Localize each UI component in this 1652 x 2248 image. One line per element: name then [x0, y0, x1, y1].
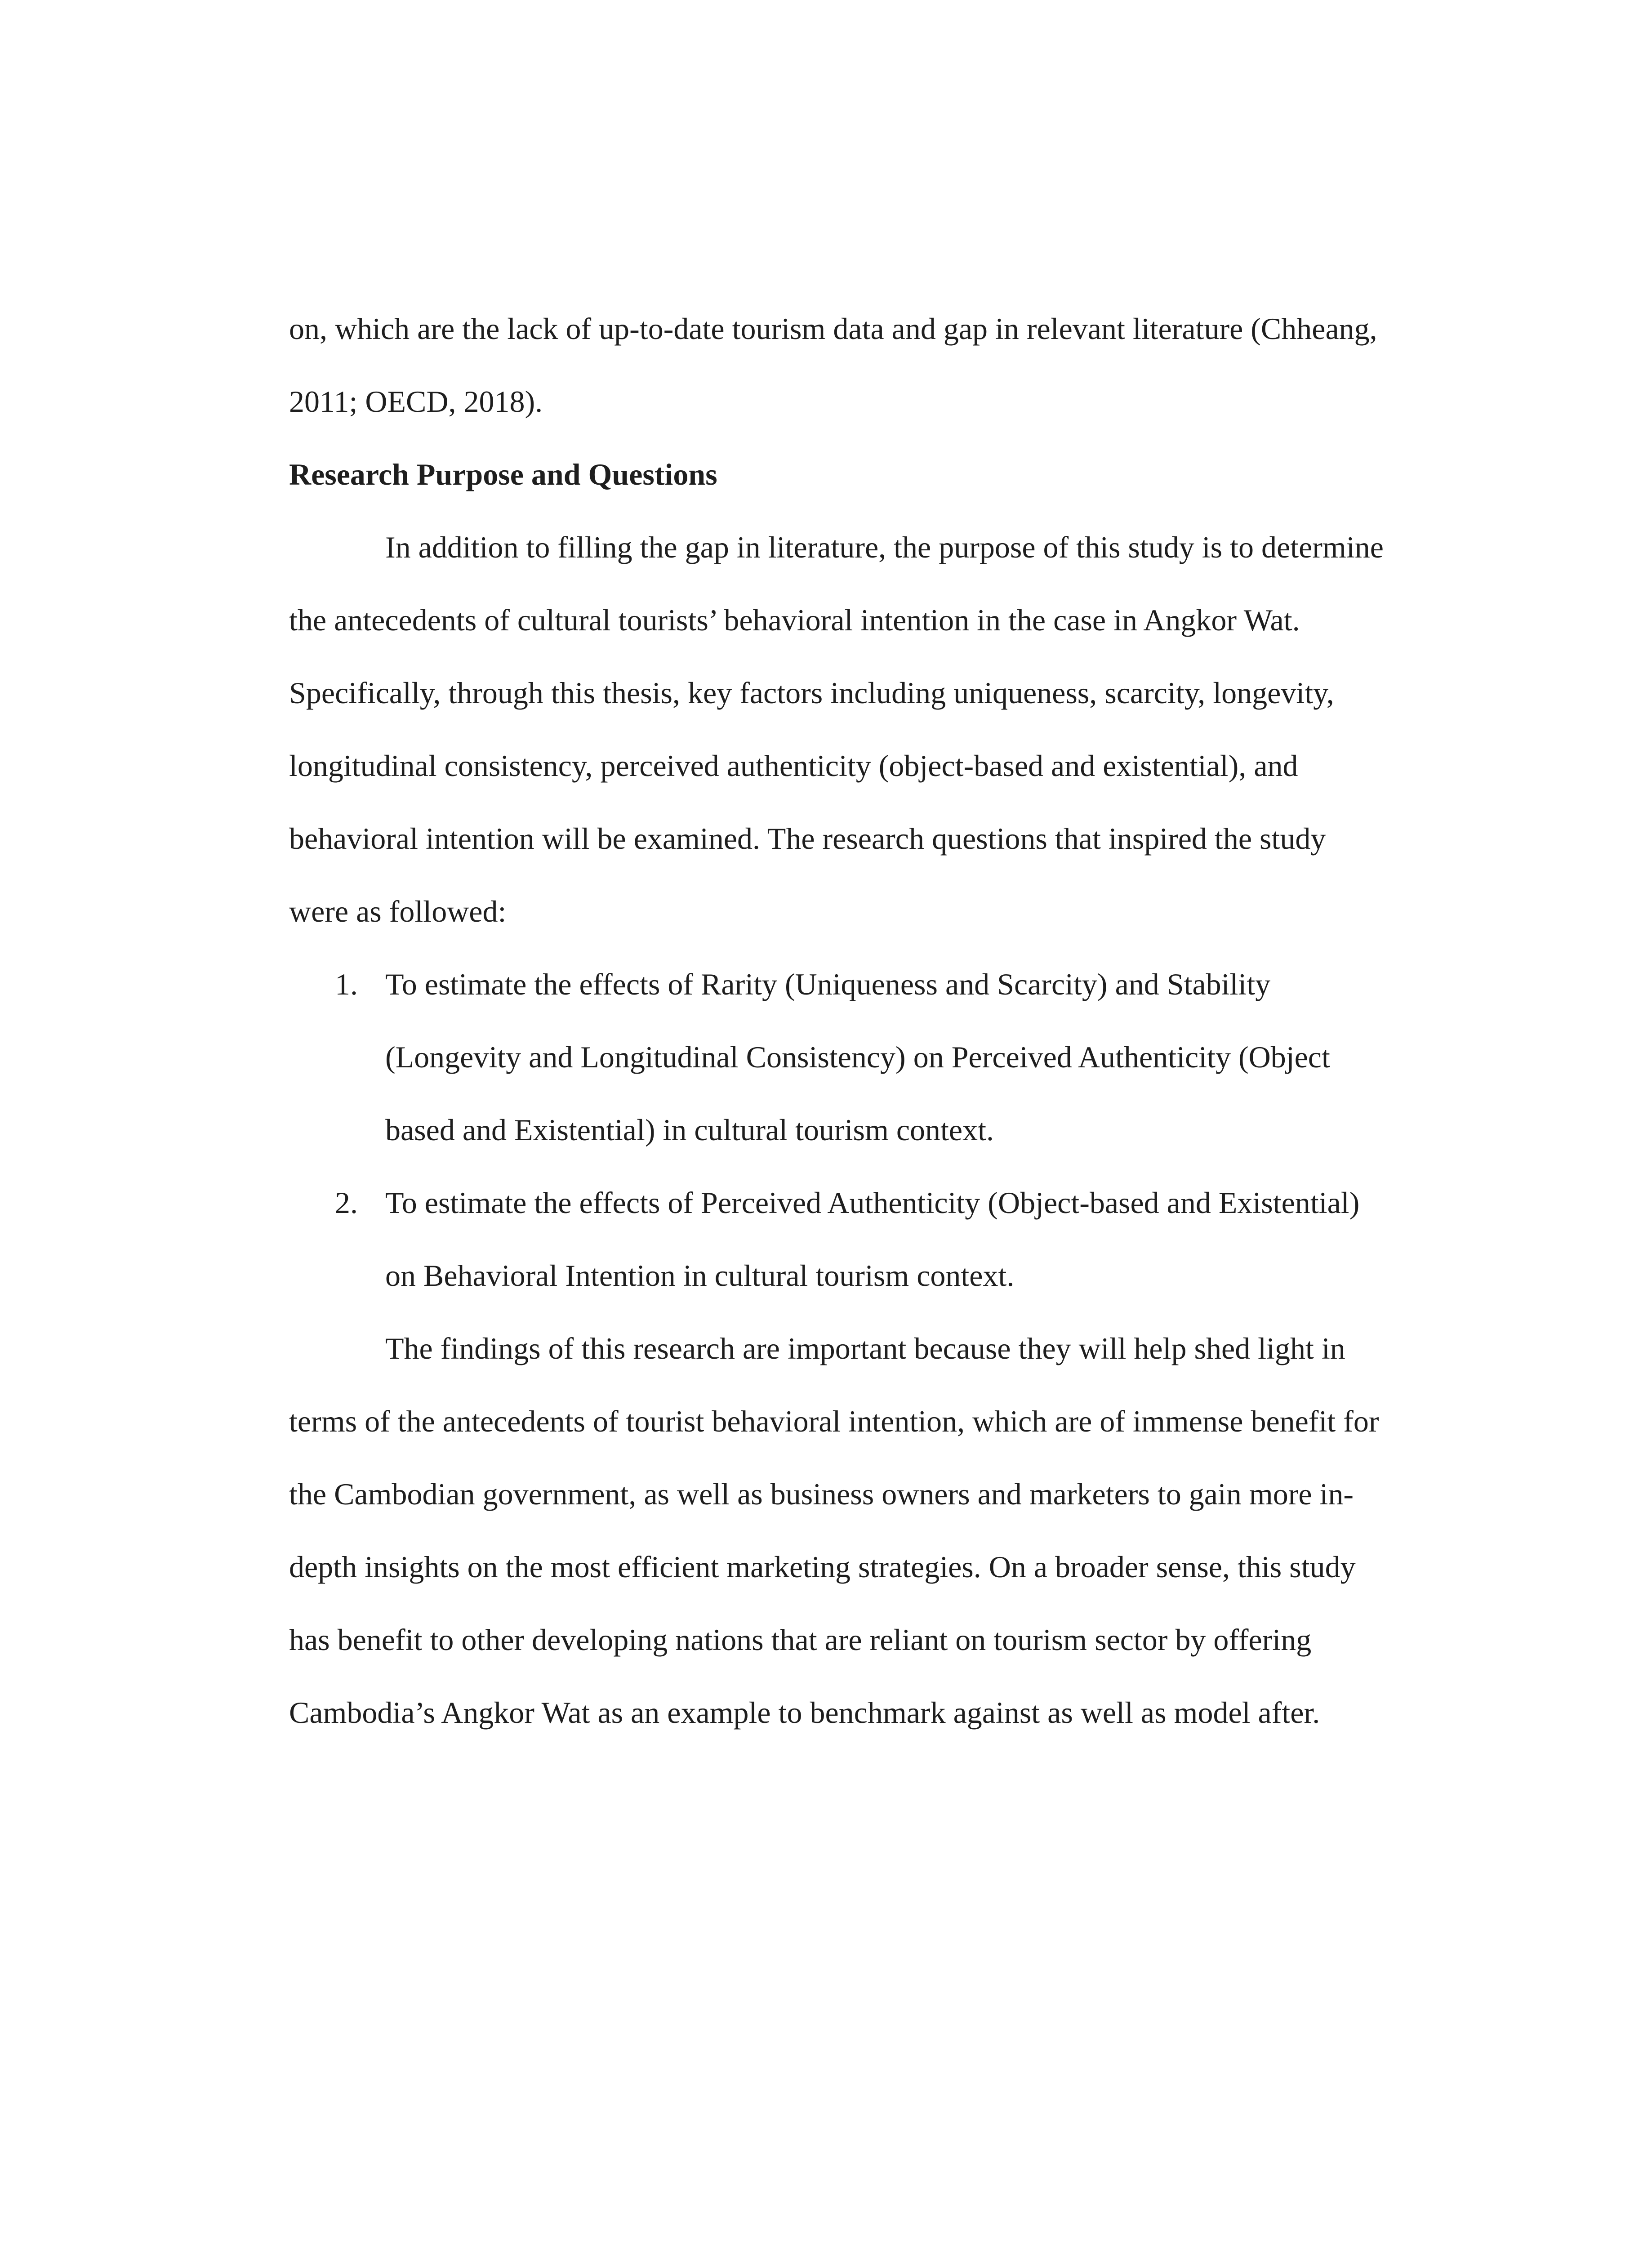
- list-item-text: To estimate the effects of Rarity (Uniqueness and Scarcity) and Stability: [385, 967, 1271, 1001]
- research-questions-list: [289, 948, 1431, 1312]
- list-item-line: on Behavioral Intention in cultural tourism context.: [385, 1258, 1015, 1293]
- body-line: were as followed:: [289, 894, 507, 928]
- list-item-first-line: [289, 948, 1431, 1021]
- body-line: depth insights on the most efficient marketing strategies. On a broader sense, this study: [289, 1550, 1356, 1584]
- list-number: 2.: [335, 1186, 358, 1220]
- body-line: on, which are the lack of up-to-date tourism data and gap in relevant literature (Chheang,: [289, 312, 1377, 346]
- section-heading: Research Purpose and Questions: [289, 457, 717, 491]
- list-number: 1.: [335, 967, 358, 1001]
- body-line: terms of the antecedents of tourist behavioral intention, which are of immense benefit for: [289, 1404, 1379, 1438]
- body-line: Specifically, through this thesis, key factors including uniqueness, scarcity, longevity,: [289, 676, 1334, 710]
- body-line: the antecedents of cultural tourists’ behavioral intention in the case in Angkor Wat.: [289, 603, 1300, 637]
- body-line: behavioral intention will be examined. The research questions that inspired the study: [289, 821, 1326, 856]
- paragraph-first-line: The findings of this research are important because they will help shed light in: [385, 1331, 1345, 1365]
- body-line: longitudinal consistency, perceived authenticity (object-based and existential), and: [289, 749, 1298, 783]
- list-item-first-line: [289, 1166, 1431, 1239]
- body-line: has benefit to other developing nations that are reliant on tourism sector by offering: [289, 1623, 1312, 1657]
- paragraph-first-line: In addition to filling the gap in literature, the purpose of this study is to determine: [385, 530, 1384, 564]
- list-item-line: based and Existential) in cultural tourism context.: [385, 1113, 994, 1147]
- body-line: 2011; OECD, 2018).: [289, 384, 543, 419]
- list-item: [289, 948, 1431, 1166]
- body-line: Cambodia’s Angkor Wat as an example to benchmark against as well as model after.: [289, 1695, 1320, 1730]
- list-item-line: (Longevity and Longitudinal Consistency) on Perceived Authenticity (Object: [385, 1040, 1330, 1074]
- body-line: the Cambodian government, as well as business owners and marketers to gain more in-: [289, 1477, 1354, 1511]
- list-item-text: To estimate the effects of Perceived Authenticity (Object-based and Existential): [385, 1186, 1360, 1220]
- document-body: [289, 292, 1431, 1749]
- list-item: [289, 1166, 1431, 1312]
